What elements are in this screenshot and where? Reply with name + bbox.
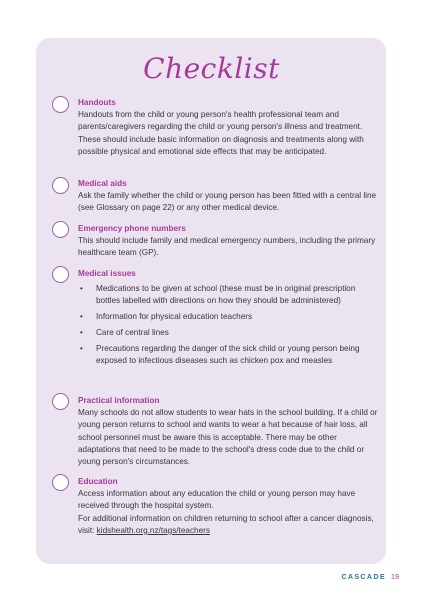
section-heading: Education <box>78 477 118 486</box>
bullet-text: Information for physical education teachers <box>96 312 253 322</box>
list-item <box>78 343 378 368</box>
additional-info-text: For additional information on children returning to school after a cancer diagnosis, visit: <box>78 513 374 535</box>
section-text: Handouts from the child or young person's health professional team and parents/caregivers regarding the child or young person's illness and treatment. These should include basic information on diagnosis and treatments along with possible physical and emotional side effects that may be anticipated. <box>78 110 364 156</box>
list-item <box>78 283 378 308</box>
bullet-icon: • <box>80 327 83 337</box>
bullet-icon: • <box>80 284 83 293</box>
bullet-text: Precautions regarding the danger of the sick child or young person being exposed to infectious diseases such as chicken pox and measles <box>96 343 360 365</box>
section-medical-aids <box>78 178 378 215</box>
bullet-icon: • <box>80 312 83 322</box>
bullet-text: Care of central lines <box>96 327 169 337</box>
footer-brand: CASCADE <box>341 572 386 581</box>
section-heading: Emergency phone numbers <box>78 224 186 233</box>
section-medical-issues <box>78 268 378 371</box>
bullet-list <box>78 283 378 367</box>
section-handouts <box>78 97 378 158</box>
checkbox-practical-information[interactable] <box>52 393 69 410</box>
section-education <box>78 476 378 537</box>
section-practical-information <box>78 395 378 468</box>
page-number: 19 <box>391 572 399 581</box>
checkbox-education[interactable] <box>52 474 69 491</box>
bullet-text: Medications to be given at school (these must be in original prescription bottles labelled with directions on how they should be administered) <box>96 284 356 306</box>
section-text-additional <box>78 513 378 538</box>
section-text: Ask the family whether the child or young person has been fitted with a central line (see Glossary on page 22) or any other medical device. <box>78 191 377 213</box>
section-emergency-phone-numbers <box>78 223 378 260</box>
checkbox-medical-aids[interactable] <box>52 177 69 194</box>
section-text: Access information about any education the child or young person may have received through the hospital system. <box>78 489 356 511</box>
page-title: Checklist <box>143 52 280 85</box>
checkbox-emergency-phone-numbers[interactable] <box>52 221 69 238</box>
section-heading: Handouts <box>78 98 116 107</box>
section-heading: Practical information <box>78 396 160 405</box>
section-text: This should include family and medical emergency numbers, including the primary healthcare team (GP). <box>78 236 376 258</box>
list-item <box>78 311 378 323</box>
section-heading: Medical issues <box>78 269 136 278</box>
list-item <box>78 327 378 339</box>
kidshealth-link[interactable]: kidshealth.org.nz/tags/teachers <box>96 525 210 535</box>
section-heading: Medical aids <box>78 179 127 188</box>
checkbox-medical-issues[interactable] <box>52 266 69 283</box>
bullet-icon: • <box>80 343 83 353</box>
checkbox-handouts[interactable] <box>52 96 69 113</box>
section-text: Many schools do not allow students to wear hats in the school building. If a child or young person returns to school and wants to wear a hat because of hair loss, all school personnel must be aware this is acceptable. There may be other adaptations that need to be made to the school's dress code due to the child or young person's circumstances. <box>78 408 378 467</box>
page-footer <box>341 572 399 581</box>
